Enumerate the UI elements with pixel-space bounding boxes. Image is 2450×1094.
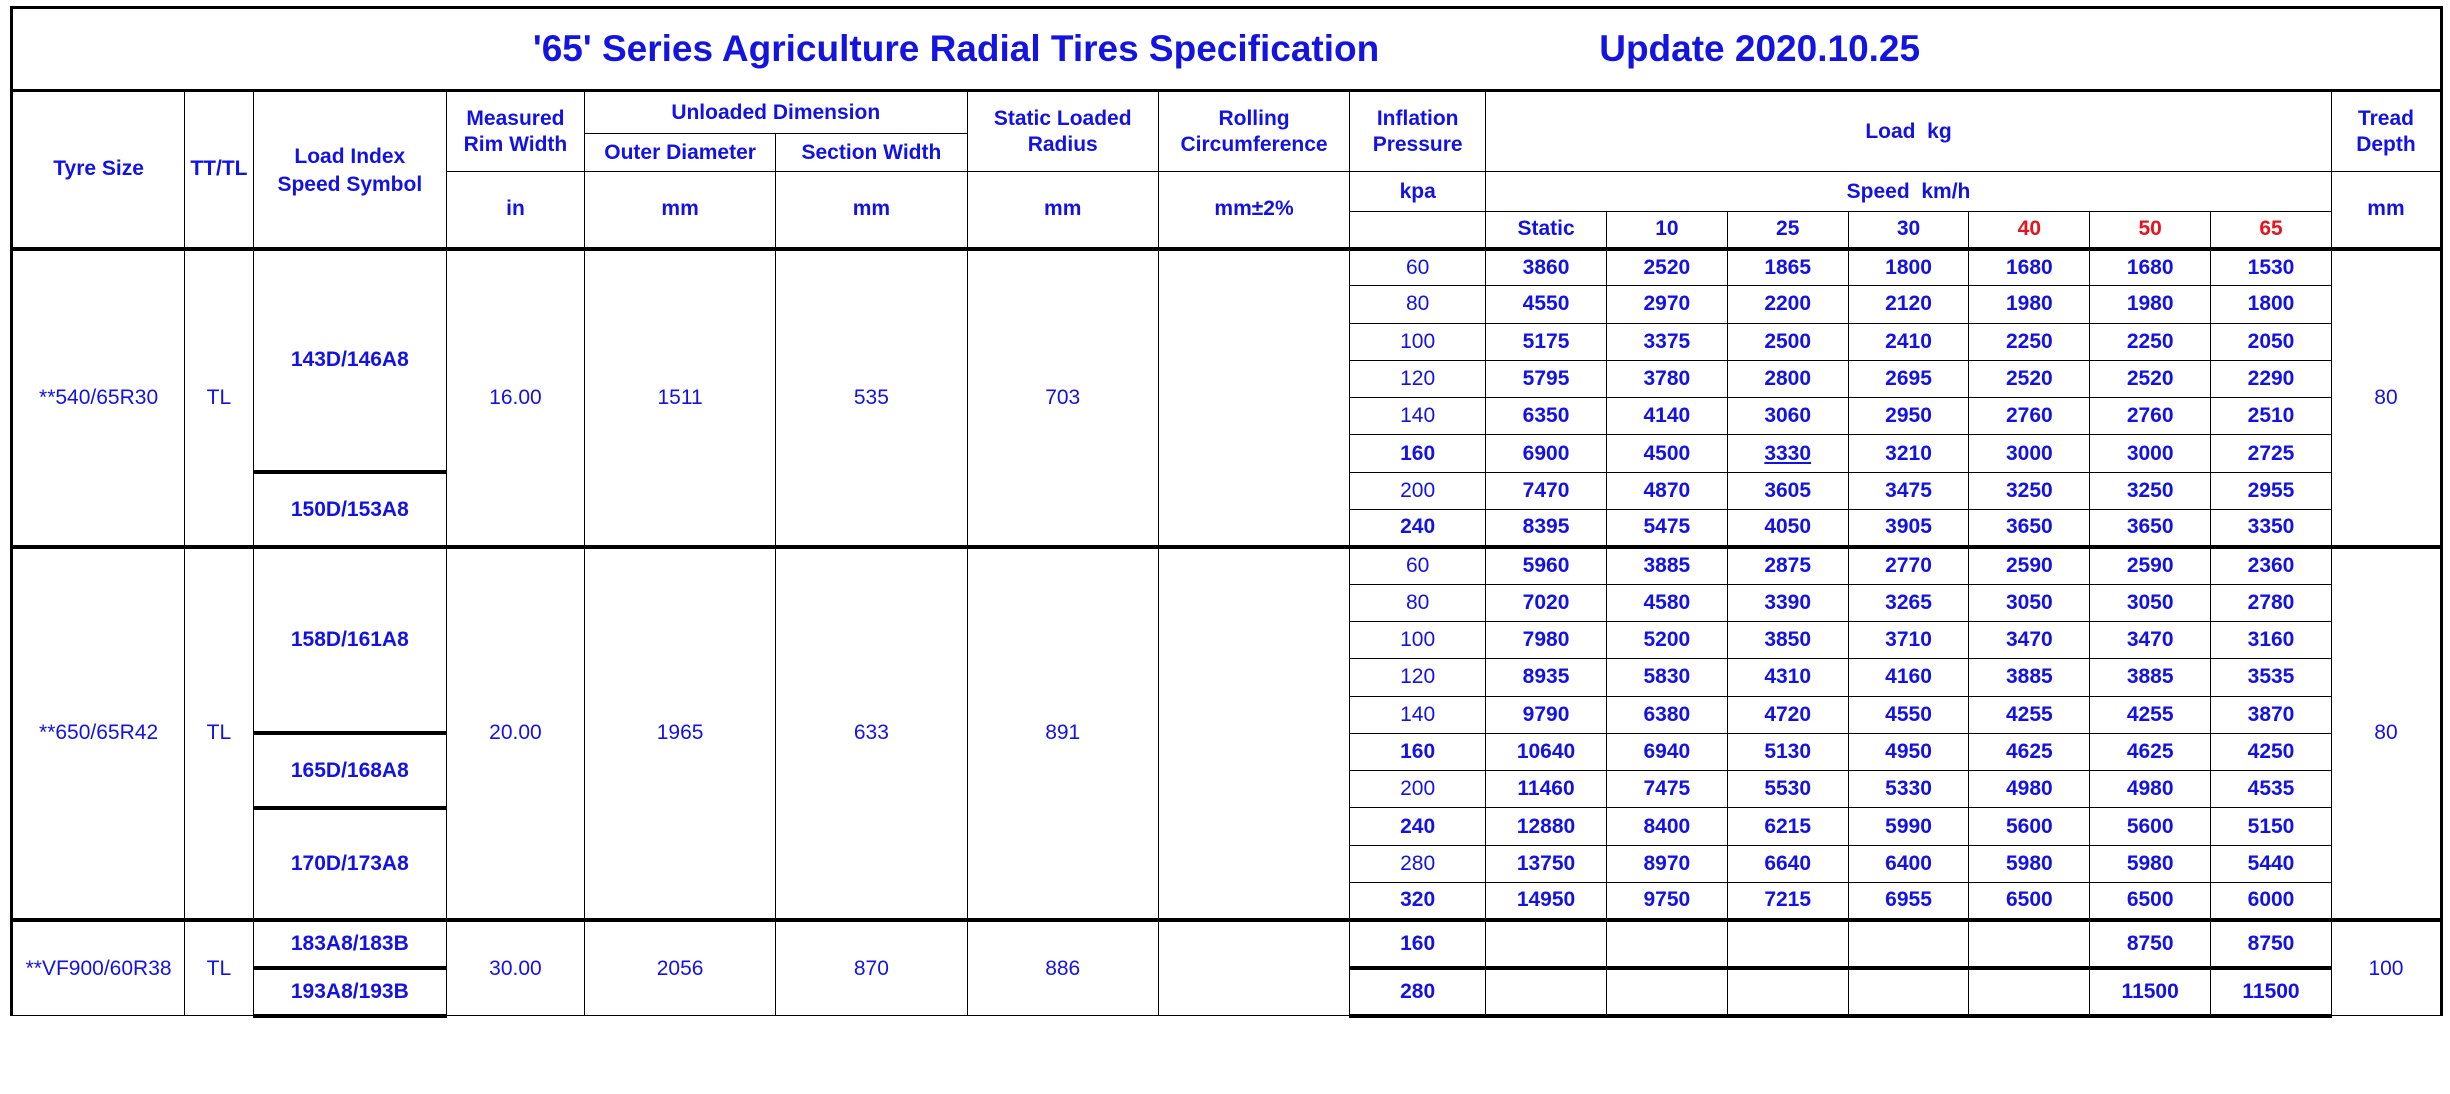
load-value: 3060 bbox=[1727, 398, 1848, 435]
load-value: 3870 bbox=[2211, 696, 2332, 733]
load-value: 4500 bbox=[1606, 435, 1727, 472]
tyre-size: **540/65R30 bbox=[12, 249, 185, 547]
pressure-unit-spacer bbox=[1350, 212, 1486, 249]
pressure-value: 100 bbox=[1350, 621, 1486, 658]
rim-width: 30.00 bbox=[446, 920, 584, 1016]
load-value: 3885 bbox=[2090, 659, 2211, 696]
static-loaded-radius: 703 bbox=[967, 249, 1158, 547]
load-value: 11500 bbox=[2211, 968, 2332, 1016]
rim-width: 16.00 bbox=[446, 249, 584, 547]
load-value: 3050 bbox=[1969, 584, 2090, 621]
load-value: 3780 bbox=[1606, 360, 1727, 397]
load-value: 2410 bbox=[1848, 323, 1969, 360]
load-value bbox=[1848, 968, 1969, 1016]
table-row bbox=[12, 547, 2442, 584]
load-value: 3210 bbox=[1848, 435, 1969, 472]
load-value: 4255 bbox=[2090, 696, 2211, 733]
spec-sheet bbox=[10, 6, 2443, 1090]
load-value: 5175 bbox=[1486, 323, 1607, 360]
load-value: 2590 bbox=[1969, 547, 2090, 584]
load-value: 3850 bbox=[1727, 621, 1848, 658]
load-value bbox=[1848, 920, 1969, 968]
load-value: 3860 bbox=[1486, 249, 1607, 286]
load-value: 6955 bbox=[1848, 883, 1969, 920]
pressure-value: 120 bbox=[1350, 360, 1486, 397]
load-value: 2520 bbox=[1606, 249, 1727, 286]
load-value: 5530 bbox=[1727, 771, 1848, 808]
load-value: 7470 bbox=[1486, 472, 1607, 509]
speed-col-header: 10 bbox=[1606, 212, 1727, 249]
tread-depth: 80 bbox=[2331, 547, 2441, 920]
load-value: 2800 bbox=[1727, 360, 1848, 397]
load-value: 1680 bbox=[1969, 249, 2090, 286]
load-value: 2360 bbox=[2211, 547, 2332, 584]
pressure-value: 120 bbox=[1350, 659, 1486, 696]
load-value: 2520 bbox=[2090, 360, 2211, 397]
load-index: 158D/161A8 bbox=[253, 547, 446, 733]
load-value: 4720 bbox=[1727, 696, 1848, 733]
tyre-size: **VF900/60R38 bbox=[12, 920, 185, 1016]
pressure-value: 160 bbox=[1350, 920, 1486, 968]
load-value: 4550 bbox=[1848, 696, 1969, 733]
pressure-value: 80 bbox=[1350, 584, 1486, 621]
load-value: 4140 bbox=[1606, 398, 1727, 435]
load-value: 6380 bbox=[1606, 696, 1727, 733]
load-value: 4160 bbox=[1848, 659, 1969, 696]
load-value: 5990 bbox=[1848, 808, 1969, 845]
static-loaded-radius: 886 bbox=[967, 920, 1158, 1016]
load-value: 6350 bbox=[1486, 398, 1607, 435]
load-value bbox=[1606, 920, 1727, 968]
load-value: 6500 bbox=[2090, 883, 2211, 920]
pressure-value: 80 bbox=[1350, 286, 1486, 323]
load-value: 3160 bbox=[2211, 621, 2332, 658]
load-value bbox=[1606, 968, 1727, 1016]
load-value: 2950 bbox=[1848, 398, 1969, 435]
load-value: 2725 bbox=[2211, 435, 2332, 472]
header-section-width: Section Width bbox=[776, 134, 967, 172]
pressure-value: 320 bbox=[1350, 883, 1486, 920]
load-value: 8750 bbox=[2211, 920, 2332, 968]
load-value: 1865 bbox=[1727, 249, 1848, 286]
tread-depth: 80 bbox=[2331, 249, 2441, 547]
load-value: 4625 bbox=[2090, 733, 2211, 770]
load-value: 1680 bbox=[2090, 249, 2211, 286]
load-value bbox=[1486, 968, 1607, 1016]
load-value: 3000 bbox=[2090, 435, 2211, 472]
load-value bbox=[1969, 968, 2090, 1016]
load-value bbox=[1727, 968, 1848, 1016]
load-value: 2250 bbox=[1969, 323, 2090, 360]
rim-width: 20.00 bbox=[446, 547, 584, 920]
header-load-index-label: Load Index bbox=[294, 145, 406, 169]
load-value: 3470 bbox=[2090, 621, 2211, 658]
load-value: 5960 bbox=[1486, 547, 1607, 584]
header-rolling-circumference bbox=[1158, 91, 1349, 172]
spec-table bbox=[10, 6, 2443, 1018]
unit-rim: in bbox=[446, 172, 584, 249]
rolling-circumference bbox=[1158, 547, 1349, 920]
rolling-circumference bbox=[1158, 249, 1349, 547]
load-value: 4050 bbox=[1727, 510, 1848, 547]
load-value: 5475 bbox=[1606, 510, 1727, 547]
load-value: 4980 bbox=[2090, 771, 2211, 808]
outer-diameter: 1965 bbox=[584, 547, 775, 920]
pressure-value: 200 bbox=[1350, 771, 1486, 808]
speed-col-header: 25 bbox=[1727, 212, 1848, 249]
pressure-value: 280 bbox=[1350, 968, 1486, 1016]
load-index: 170D/173A8 bbox=[253, 808, 446, 920]
load-value: 13750 bbox=[1486, 845, 1607, 882]
load-value: 3375 bbox=[1606, 323, 1727, 360]
load-value: 7020 bbox=[1486, 584, 1607, 621]
load-value: 8395 bbox=[1486, 510, 1607, 547]
load-value: 2970 bbox=[1606, 286, 1727, 323]
load-value: 5600 bbox=[2090, 808, 2211, 845]
pressure-value: 140 bbox=[1350, 398, 1486, 435]
load-value: 7215 bbox=[1727, 883, 1848, 920]
pressure-value: 60 bbox=[1350, 547, 1486, 584]
load-value: 4250 bbox=[2211, 733, 2332, 770]
load-value: 2695 bbox=[1848, 360, 1969, 397]
load-value: 4980 bbox=[1969, 771, 2090, 808]
unit-tread: mm bbox=[2331, 172, 2441, 249]
load-value: 4310 bbox=[1727, 659, 1848, 696]
load-value: 5980 bbox=[1969, 845, 2090, 882]
load-value: 9750 bbox=[1606, 883, 1727, 920]
load-value: 2770 bbox=[1848, 547, 1969, 584]
table-row bbox=[12, 249, 2442, 286]
header-unloaded-dimension: Unloaded Dimension bbox=[584, 91, 967, 134]
pressure-value: 240 bbox=[1350, 510, 1486, 547]
title-row bbox=[12, 8, 2442, 91]
header-tyre-size: Tyre Size bbox=[12, 91, 185, 249]
load-value: 1980 bbox=[1969, 286, 2090, 323]
load-value bbox=[1727, 920, 1848, 968]
pressure-value: 160 bbox=[1350, 435, 1486, 472]
load-value: 4870 bbox=[1606, 472, 1727, 509]
load-value: 5600 bbox=[1969, 808, 2090, 845]
load-value: 3885 bbox=[1606, 547, 1727, 584]
load-value: 12880 bbox=[1486, 808, 1607, 845]
load-index: 143D/146A8 bbox=[253, 249, 446, 473]
load-value: 2200 bbox=[1727, 286, 1848, 323]
update-date: Update 2020.10.25 bbox=[1599, 28, 1921, 69]
load-value: 8400 bbox=[1606, 808, 1727, 845]
tt-tl: TL bbox=[185, 920, 253, 1016]
unit-outer: mm bbox=[584, 172, 775, 249]
load-value: 5980 bbox=[2090, 845, 2211, 882]
header-inflation-pressure bbox=[1350, 91, 1486, 172]
load-value: 3250 bbox=[2090, 472, 2211, 509]
load-value: 3390 bbox=[1727, 584, 1848, 621]
load-value: 3885 bbox=[1969, 659, 2090, 696]
header-measured-rim-width bbox=[446, 91, 584, 172]
load-value: 11460 bbox=[1486, 771, 1607, 808]
load-value: 2955 bbox=[2211, 472, 2332, 509]
pressure-value: 280 bbox=[1350, 845, 1486, 882]
load-value: 2290 bbox=[2211, 360, 2332, 397]
unit-radius: mm bbox=[967, 172, 1158, 249]
load-value: 3650 bbox=[1969, 510, 2090, 547]
load-value bbox=[1486, 920, 1607, 968]
load-value: 3330 bbox=[1727, 435, 1848, 472]
page-title: '65' Series Agriculture Radial Tires Specification bbox=[532, 28, 1380, 69]
load-value: 2875 bbox=[1727, 547, 1848, 584]
load-value: 2590 bbox=[2090, 547, 2211, 584]
pressure-value: 140 bbox=[1350, 696, 1486, 733]
load-value: 3710 bbox=[1848, 621, 1969, 658]
load-value: 4950 bbox=[1848, 733, 1969, 770]
tyre-size: **650/65R42 bbox=[12, 547, 185, 920]
load-value: 6940 bbox=[1606, 733, 1727, 770]
load-value: 4580 bbox=[1606, 584, 1727, 621]
pressure-value: 240 bbox=[1350, 808, 1486, 845]
speed-col-header: Static bbox=[1486, 212, 1607, 249]
load-value: 10640 bbox=[1486, 733, 1607, 770]
load-value: 1800 bbox=[2211, 286, 2332, 323]
load-value: 3475 bbox=[1848, 472, 1969, 509]
header-outer-diameter: Outer Diameter bbox=[584, 134, 775, 172]
load-value: 3650 bbox=[2090, 510, 2211, 547]
table-row bbox=[12, 920, 2442, 968]
load-value: 3470 bbox=[1969, 621, 2090, 658]
pressure-value: 100 bbox=[1350, 323, 1486, 360]
load-value: 4255 bbox=[1969, 696, 2090, 733]
rolling-circumference bbox=[1158, 920, 1349, 1016]
header-static-loaded-radius-label: Static Loaded Radius bbox=[993, 106, 1132, 156]
header-tt-tl: TT/TL bbox=[185, 91, 253, 249]
load-index: 150D/153A8 bbox=[253, 472, 446, 547]
load-value: 8970 bbox=[1606, 845, 1727, 882]
tread-depth: 100 bbox=[2331, 920, 2441, 1016]
speed-col-header: 30 bbox=[1848, 212, 1969, 249]
header-static-loaded-radius bbox=[967, 91, 1158, 172]
load-value: 2250 bbox=[2090, 323, 2211, 360]
load-value: 1530 bbox=[2211, 249, 2332, 286]
load-value: 3050 bbox=[2090, 584, 2211, 621]
load-value: 2120 bbox=[1848, 286, 1969, 323]
load-value: 7980 bbox=[1486, 621, 1607, 658]
header-speed: Speed km/h bbox=[1486, 172, 2332, 212]
load-value: 3605 bbox=[1727, 472, 1848, 509]
load-value: 4550 bbox=[1486, 286, 1607, 323]
load-value: 3905 bbox=[1848, 510, 1969, 547]
load-index: 165D/168A8 bbox=[253, 733, 446, 808]
pressure-value: 160 bbox=[1350, 733, 1486, 770]
load-value: 5795 bbox=[1486, 360, 1607, 397]
load-value: 2780 bbox=[2211, 584, 2332, 621]
load-value: 5830 bbox=[1606, 659, 1727, 696]
load-value: 5150 bbox=[2211, 808, 2332, 845]
unit-pressure: kpa bbox=[1350, 172, 1486, 212]
load-value: 2500 bbox=[1727, 323, 1848, 360]
header-load: Load kg bbox=[1486, 91, 2332, 172]
header-tread-depth bbox=[2331, 91, 2441, 172]
section-width: 870 bbox=[776, 920, 967, 1016]
header-speed-symbol-label: Speed Symbol bbox=[277, 173, 423, 197]
header-inflation-pressure-label: Inflation Pressure bbox=[1372, 106, 1463, 156]
section-width: 535 bbox=[776, 249, 967, 547]
load-value bbox=[1969, 920, 2090, 968]
load-value: 8935 bbox=[1486, 659, 1607, 696]
load-index: 183A8/183B bbox=[253, 920, 446, 968]
outer-diameter: 2056 bbox=[584, 920, 775, 1016]
header-load-index bbox=[253, 91, 446, 249]
load-value: 6640 bbox=[1727, 845, 1848, 882]
pressure-value: 200 bbox=[1350, 472, 1486, 509]
load-value: 2520 bbox=[1969, 360, 2090, 397]
load-value: 6215 bbox=[1727, 808, 1848, 845]
header-measured-rim-width-label: Measured Rim Width bbox=[463, 106, 568, 156]
header-rolling-circumference-label: Rolling Circumference bbox=[1180, 106, 1328, 156]
load-value: 4625 bbox=[1969, 733, 2090, 770]
speed-col-header: 65 bbox=[2211, 212, 2332, 249]
tt-tl: TL bbox=[185, 249, 253, 547]
section-width: 633 bbox=[776, 547, 967, 920]
load-value: 4535 bbox=[2211, 771, 2332, 808]
load-value: 3350 bbox=[2211, 510, 2332, 547]
load-value: 14950 bbox=[1486, 883, 1607, 920]
outer-diameter: 1511 bbox=[584, 249, 775, 547]
load-value: 3250 bbox=[1969, 472, 2090, 509]
load-value: 5330 bbox=[1848, 771, 1969, 808]
load-value: 1980 bbox=[2090, 286, 2211, 323]
speed-col-header: 50 bbox=[2090, 212, 2211, 249]
load-value: 1800 bbox=[1848, 249, 1969, 286]
load-value: 2760 bbox=[1969, 398, 2090, 435]
unit-rolling: mm±2% bbox=[1158, 172, 1349, 249]
load-value: 3535 bbox=[2211, 659, 2332, 696]
load-value: 5130 bbox=[1727, 733, 1848, 770]
load-value: 5440 bbox=[2211, 845, 2332, 882]
load-value: 5200 bbox=[1606, 621, 1727, 658]
load-value: 2050 bbox=[2211, 323, 2332, 360]
load-value: 2760 bbox=[2090, 398, 2211, 435]
speed-col-header: 40 bbox=[1969, 212, 2090, 249]
header-tread-depth-label: Tread Depth bbox=[2356, 106, 2416, 156]
load-value: 6000 bbox=[2211, 883, 2332, 920]
load-value: 11500 bbox=[2090, 968, 2211, 1016]
load-value: 3000 bbox=[1969, 435, 2090, 472]
load-value: 3265 bbox=[1848, 584, 1969, 621]
load-value: 8750 bbox=[2090, 920, 2211, 968]
load-value: 6500 bbox=[1969, 883, 2090, 920]
tt-tl: TL bbox=[185, 547, 253, 920]
load-index: 193A8/193B bbox=[253, 968, 446, 1016]
unit-section: mm bbox=[776, 172, 967, 249]
load-value: 6900 bbox=[1486, 435, 1607, 472]
load-value: 2510 bbox=[2211, 398, 2332, 435]
pressure-value: 60 bbox=[1350, 249, 1486, 286]
load-value: 9790 bbox=[1486, 696, 1607, 733]
static-loaded-radius: 891 bbox=[967, 547, 1158, 920]
load-value: 7475 bbox=[1606, 771, 1727, 808]
load-value: 6400 bbox=[1848, 845, 1969, 882]
